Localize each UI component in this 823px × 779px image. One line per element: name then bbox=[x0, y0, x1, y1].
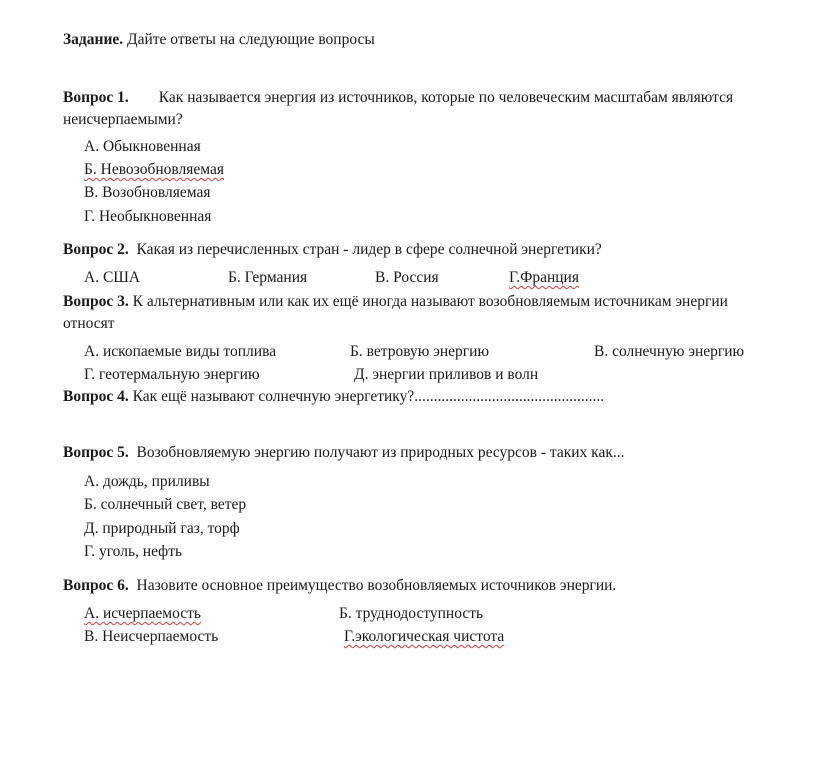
question-6-option-b: Б. труднодоступность bbox=[339, 605, 484, 622]
question-4-text: Как ещё называют солнечную энергетику?................................................. bbox=[132, 388, 605, 405]
task-header bbox=[63, 30, 375, 50]
question-1-label: Вопрос 1. bbox=[63, 89, 129, 106]
question-6-option-a: А. исчерпаемость bbox=[84, 605, 201, 622]
question-2-line bbox=[63, 240, 602, 260]
question-3-line1 bbox=[63, 292, 728, 312]
question-5-option-d: Г. уголь, нефть bbox=[84, 543, 183, 560]
question-4-line bbox=[63, 387, 604, 407]
question-5-option-b: Б. солнечный свет, ветер bbox=[84, 496, 247, 513]
question-3-text-line1: К альтернативным или как их ещё иногда называют возобновляемым источникам энергии bbox=[132, 293, 728, 310]
question-2-option-b: Б. Германия bbox=[228, 269, 308, 286]
question-2-option-c: В. Россия bbox=[375, 269, 439, 286]
question-5-text: Возобновляемую энергию получают из природных ресурсов - таких как... bbox=[136, 444, 625, 461]
question-1-text-line1: Как называется энергия из источников, которые по человеческим масштабам являются bbox=[158, 89, 734, 106]
question-1-option-c: В. Возобновляемая bbox=[84, 184, 211, 201]
question-1-text-line2: неисчерпаемыми? bbox=[63, 111, 183, 128]
question-5-option-c: Д. природный газ, торф bbox=[84, 520, 240, 537]
question-2-option-a: А. США bbox=[84, 269, 141, 286]
question-6-line bbox=[63, 576, 616, 596]
question-5-option-a: А. дождь, приливы bbox=[84, 473, 210, 490]
question-1-option-d: Г. Необыкновенная bbox=[84, 208, 212, 225]
question-4-label: Вопрос 4. bbox=[63, 388, 129, 405]
task-text: Дайте ответы на следующие вопросы bbox=[127, 31, 375, 48]
question-2-option-d: Г.Франция bbox=[509, 269, 579, 286]
question-2-label: Вопрос 2. bbox=[63, 241, 129, 258]
question-3-option-c: В. солнечную энергию bbox=[594, 343, 745, 360]
question-3-option-d: Г. геотермальную энергию bbox=[84, 366, 260, 383]
question-3-option-a: А. ископаемые виды топлива bbox=[84, 343, 277, 360]
question-5-label: Вопрос 5. bbox=[63, 444, 129, 461]
task-label: Задание. bbox=[63, 31, 124, 48]
question-3-label: Вопрос 3. bbox=[63, 293, 129, 310]
question-2-text: Какая из перечисленных стран - лидер в сфере солнечной энергетики? bbox=[136, 241, 602, 258]
question-6-label: Вопрос 6. bbox=[63, 577, 129, 594]
question-3-option-e: Д. энергии приливов и волн bbox=[354, 366, 539, 383]
question-6-option-d: Г.экологическая чистота bbox=[344, 628, 505, 645]
question-5-line bbox=[63, 443, 625, 463]
question-1-option-a: А. Обыкновенная bbox=[84, 138, 201, 155]
question-1-option-b: Б. Невозобновляемая bbox=[84, 161, 224, 178]
question-3-option-b: Б. ветровую энергию bbox=[350, 343, 490, 360]
question-6-option-c: В. Неисчерпаемость bbox=[84, 628, 219, 645]
question-1-line1 bbox=[63, 88, 733, 108]
question-3-text-line2: относят bbox=[63, 315, 115, 332]
question-6-text: Назовите основное преимущество возобновляемых источников энергии. bbox=[136, 577, 617, 594]
